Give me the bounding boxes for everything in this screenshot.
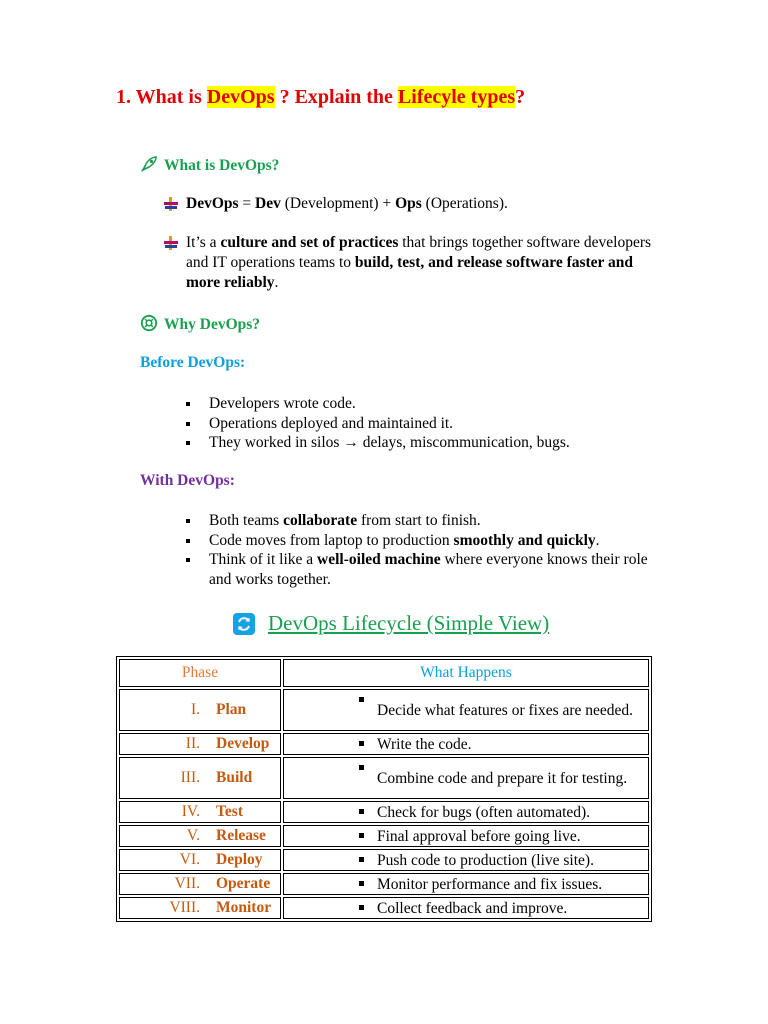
list-item: Operations deployed and maintained it. bbox=[184, 414, 570, 434]
title-highlight-devops: DevOps bbox=[206, 86, 275, 108]
what-happens-cell: Decide what features or fixes are needed. bbox=[283, 689, 649, 731]
why-heading-text: Why DevOps? bbox=[164, 316, 261, 333]
phase-number: III. bbox=[180, 769, 200, 786]
what-happens-cell: Collect feedback and improve. bbox=[283, 897, 649, 919]
what-happens-cell: Monitor performance and fix issues. bbox=[283, 873, 649, 895]
rocket-icon bbox=[140, 155, 158, 173]
gear-icon bbox=[140, 314, 158, 332]
what-is-heading-text: What is DevOps? bbox=[164, 157, 280, 174]
what-happens-cell: Combine code and prepare it for testing. bbox=[283, 757, 649, 799]
with-devops-list bbox=[184, 511, 674, 589]
list-item: They worked in silos → delays, miscommunication, bugs. bbox=[184, 433, 570, 453]
phase-number: V. bbox=[186, 827, 200, 844]
phase-name: Build bbox=[216, 769, 253, 786]
table-row bbox=[119, 897, 649, 919]
table-header-row bbox=[119, 659, 649, 687]
lifecycle-table bbox=[116, 656, 652, 922]
before-devops-list bbox=[184, 394, 570, 453]
title-highlight-lifecycle: Lifecyle types bbox=[397, 86, 516, 108]
title-prefix: 1. What is bbox=[116, 86, 207, 108]
phase-number: IV. bbox=[181, 803, 200, 820]
what-is-heading bbox=[140, 155, 279, 175]
phase-number: VIII. bbox=[169, 899, 200, 916]
what-happens-cell: Check for bugs (often automated). bbox=[283, 801, 649, 823]
phase-name: Deploy bbox=[216, 851, 263, 868]
column-header-what-happens: What Happens bbox=[283, 659, 649, 687]
table-row bbox=[119, 801, 649, 823]
title-middle: ? Explain the bbox=[274, 86, 398, 108]
page-title bbox=[116, 86, 525, 109]
phase-name: Plan bbox=[216, 701, 247, 718]
lifecycle-heading: DevOps Lifecycle (Simple View) bbox=[268, 611, 550, 635]
phase-name: Release bbox=[216, 827, 266, 844]
before-devops-heading: Before DevOps: bbox=[140, 354, 246, 371]
plus-bullet-icon bbox=[163, 235, 179, 251]
list-item: Code moves from laptop to production smoothly and quickly. bbox=[184, 531, 674, 551]
what-happens-cell: Final approval before going live. bbox=[283, 825, 649, 847]
table-row bbox=[119, 757, 649, 799]
list-item: Both teams collaborate from start to finish. bbox=[184, 511, 674, 531]
phase-number: VII. bbox=[174, 875, 200, 892]
phase-name: Monitor bbox=[216, 899, 272, 916]
table-row bbox=[119, 849, 649, 871]
phase-name: Operate bbox=[216, 875, 271, 892]
column-header-phase: Phase bbox=[119, 659, 281, 687]
refresh-icon bbox=[233, 613, 255, 635]
phase-number: VI. bbox=[179, 851, 200, 868]
list-item: Think of it like a well-oiled machine where everyone knows their role and works together. bbox=[184, 550, 654, 589]
list-item: Developers wrote code. bbox=[184, 394, 570, 414]
table-row bbox=[119, 825, 649, 847]
what-happens-cell: Write the code. bbox=[283, 733, 649, 755]
phase-number: II. bbox=[185, 735, 200, 752]
table-row bbox=[119, 733, 649, 755]
plus-bullet-icon bbox=[163, 196, 179, 212]
phase-number: I. bbox=[190, 701, 200, 718]
what-is-para-1: DevOps = Dev (Development) + Ops (Operations). bbox=[186, 194, 606, 214]
with-devops-heading: With DevOps: bbox=[140, 472, 235, 489]
what-happens-cell: Push code to production (live site). bbox=[283, 849, 649, 871]
title-end: ? bbox=[515, 86, 526, 108]
phase-name: Test bbox=[216, 803, 243, 820]
table-row bbox=[119, 689, 649, 731]
phase-name: Develop bbox=[216, 735, 270, 752]
what-is-para-2: It’s a culture and set of practices that brings together software developers and IT operations teams to build, test, and release software faster and more reliably. bbox=[186, 233, 656, 293]
why-heading bbox=[140, 314, 260, 334]
table-row bbox=[119, 873, 649, 895]
